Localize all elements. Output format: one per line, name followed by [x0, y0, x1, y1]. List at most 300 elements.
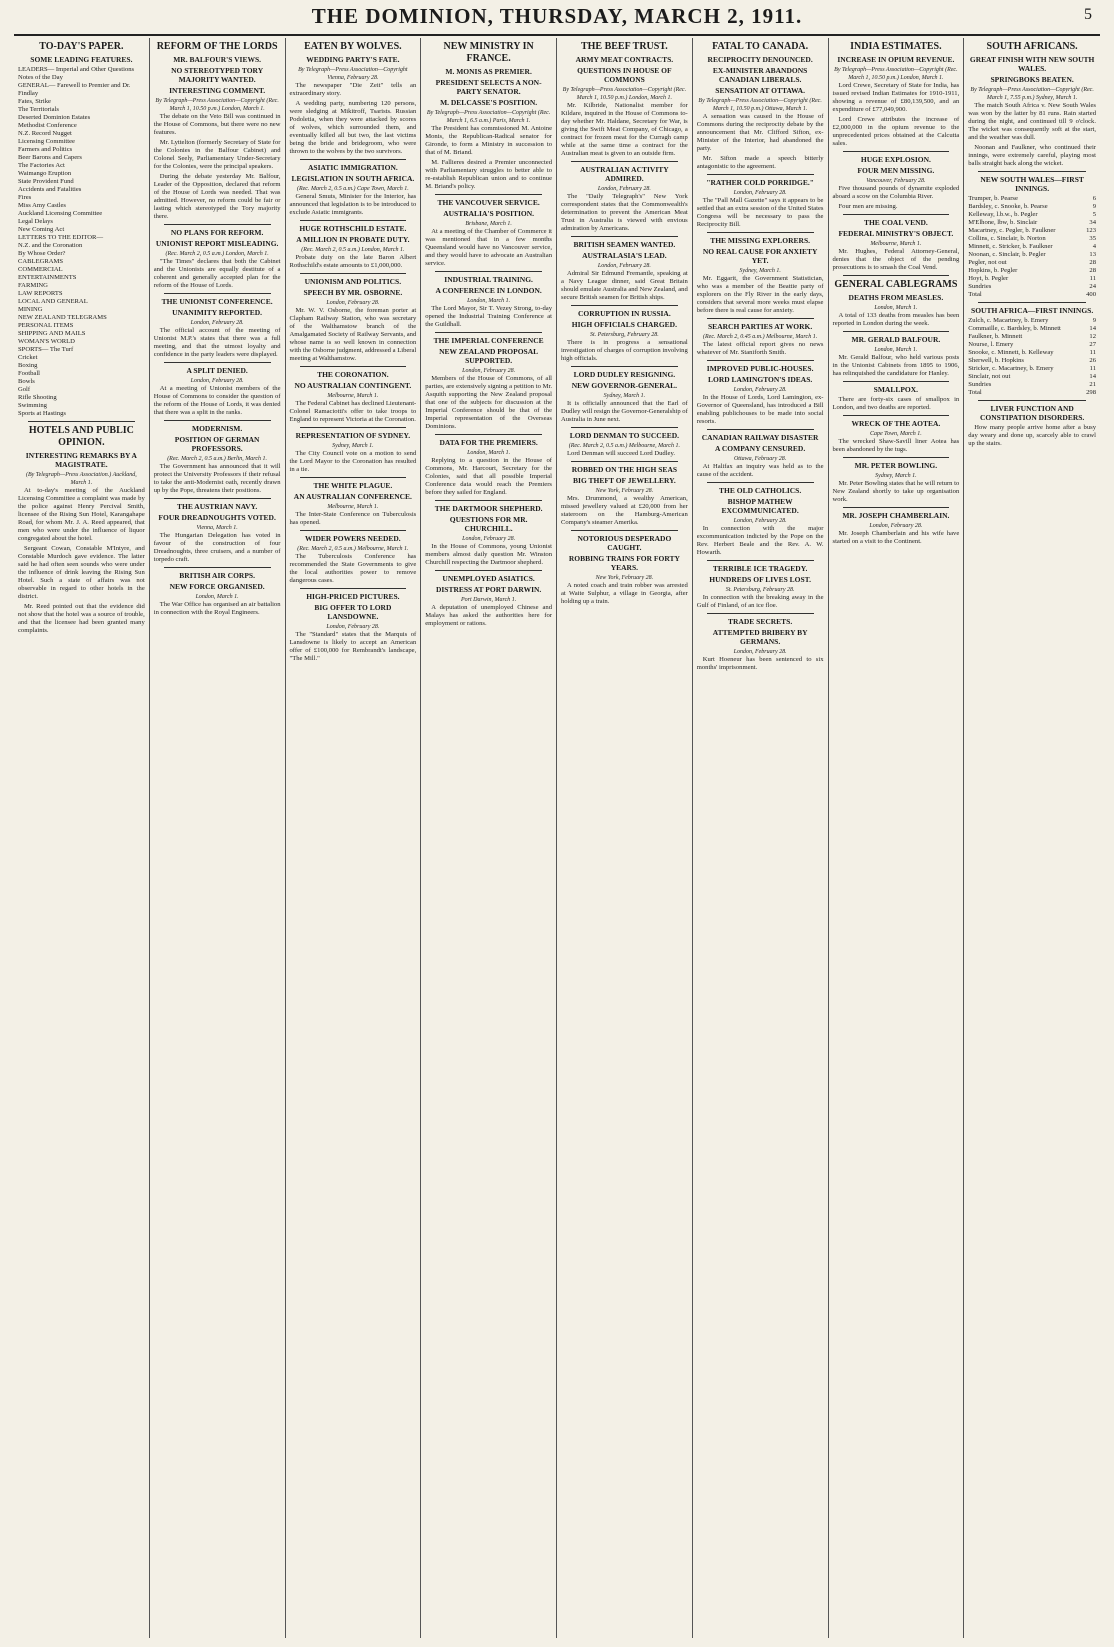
article — [154, 362, 281, 417]
contents-line: PERSONAL ITEMS — [18, 322, 74, 329]
article-paragraph: Five thousand pounds of dynamite exploded aboard a scow on the Columbia River. — [832, 185, 960, 200]
article-subheadline: INCREASE IN OPIUM REVENUE. — [837, 55, 955, 64]
runs: 35 — [1089, 235, 1096, 242]
article-paragraph: The Lord Mayor, Sir T. Vezey Strong, to-day opened the Industrial Training Conference at the Guildhall. — [425, 305, 552, 328]
scorecard-row — [968, 381, 1096, 389]
article-subheadline: THE COAL VEND. — [863, 218, 928, 227]
article-paragraph: The newspaper "Die Zeit" tells an extraordinary story. — [289, 82, 417, 97]
runs: 13 — [1089, 251, 1096, 258]
contents-line: LAW REPORTS — [18, 290, 63, 297]
batsman: Trumper, b. Pearse — [968, 195, 1018, 202]
article-dateline: St. Petersburg, February 28. — [725, 587, 795, 593]
contents-line: Accidents and Fatalities — [18, 186, 82, 193]
article-deck: NEW GOVERNOR-GENERAL. — [571, 381, 678, 390]
article-subheadline: DEATHS FROM MEASLES. — [848, 293, 944, 302]
article-deck: BIG OFFER TO LORD LANSDOWNE. — [314, 603, 392, 621]
article-dateline: London, February 28. — [597, 263, 651, 269]
article-dateline: Melbourne, March 1. — [327, 393, 379, 399]
article-subheadline: AUSTRALIAN ACTIVITY ADMIRED. — [580, 165, 669, 183]
scorecard-row — [968, 251, 1096, 259]
article-dateline: By Telegraph—Press Association—Copyright (Rec. March 1, 10.50 p.m.) London, March 1. — [834, 67, 958, 81]
article — [697, 41, 824, 171]
article-subheadline: MODERNISM. — [192, 424, 243, 433]
page-number: 5 — [1084, 6, 1092, 23]
contents-line: Deserted Dominion Estates — [18, 114, 91, 121]
article-dateline: Sydney, March 1. — [332, 443, 374, 449]
article-paragraph: Admiral Sir Edmund Fremantle, speaking at a Navy League dinner, said Great Britain should emulate Australia and New Zealand, and secure British seamen for British ships. — [561, 270, 688, 301]
article-subheadline: UNEMPLOYED ASIATICS. — [442, 574, 535, 583]
article-paragraph: Noonan and Faulkner, who continued their innings, were extremely careful, playing most balls straight back along the wicket. — [968, 144, 1096, 167]
article-deck: EX-MINISTER ABANDONS CANADIAN LIBERALS. — [712, 66, 808, 84]
article-deck: NO STEREOTYPED TORY MAJORITY WANTED. — [171, 66, 264, 84]
contents-line: Fates, Strike — [18, 98, 51, 105]
article-separator — [435, 570, 542, 571]
article-paragraph: The City Council vote on a motion to send the Lord Mayor to the Coronation has resulted in a tie. — [289, 450, 417, 473]
article-paragraph: There are forty-six cases of smallpox in London, and two deaths are reported. — [832, 396, 960, 411]
article-dateline: Brisbane, March 1. — [465, 221, 512, 227]
article-subheadline: BRITISH SEAMEN WANTED. — [573, 240, 676, 249]
scorecard-row — [968, 373, 1096, 381]
batsman: Sundries — [968, 381, 992, 388]
article-subheadline: CORRUPTION IN RUSSIA. — [578, 309, 671, 318]
article-separator — [164, 567, 271, 568]
article-separator — [978, 171, 1086, 172]
article-separator — [164, 224, 271, 225]
article-subheadline: SOME LEADING FEATURES. — [30, 55, 133, 64]
scorecard-row — [968, 195, 1096, 203]
article-deck: FEDERAL MINISTRY'S OBJECT. — [838, 229, 954, 238]
article-deck: ATTEMPTED BRIBERY BY GERMANS. — [712, 628, 808, 646]
article-paragraph: Mr. Lyttelton (formerly Secretary of State for the Colonies in the Balfour Cabinet) and Colonel Seely, Parliamentary Under-Secretary for the Colonies, were the principal speakers. — [153, 139, 281, 170]
article-paragraph: Lord Crewe attributes the increase of £2,000,000 in the opium revenue to the unprecedented prices obtained at the Calcutta sales. — [832, 116, 960, 147]
article-dateline: (Rec. March 2, 0.5 a.m.) Cape Town, March 1. — [296, 186, 409, 192]
article-dateline: (Rec. March 2, 0.5 a.m.) Berlin, March 1. — [167, 456, 268, 462]
contents-line: N.Z. Record Nugget — [18, 130, 72, 137]
page-columns — [14, 38, 1100, 1638]
article-paragraph: The Government has announced that it will protect the University Professors if their refusal to take the anti-Modernist oath, recently drawn up by the Pope, threatens their positions. — [153, 463, 281, 494]
article-dateline: London, March 1. — [467, 450, 511, 456]
article-dateline: London, February 28. — [190, 378, 244, 384]
article-separator — [435, 332, 542, 333]
column-3 — [286, 38, 422, 1638]
article-separator — [435, 194, 542, 195]
article-deck-2: INTERESTING COMMENT. — [169, 86, 266, 95]
article — [697, 560, 824, 610]
article-deck: PRESIDENT SELECTS A NON-PARTY SENATOR. — [435, 78, 542, 96]
article-paragraph: "The Times" declares that both the Cabinet and the Unionists are equally destitute of a coherent and generally accepted plan for the reform of the House of Lords. — [153, 258, 281, 289]
batsman: Snooke, c. Minnett, b. Kelleway — [968, 349, 1054, 356]
article-paragraph: Four men are missing. — [838, 203, 898, 210]
column-7 — [829, 38, 965, 1638]
article-deck: HUNDREDS OF LIVES LOST. — [709, 575, 811, 584]
contents-line: LETTERS TO THE EDITOR— — [18, 234, 104, 241]
article-subheadline: "RATHER COLD PORRIDGE." — [706, 178, 814, 187]
article — [425, 500, 552, 567]
article-subheadline: IMPROVED PUBLIC-HOUSES. — [706, 364, 814, 373]
column-6 — [693, 38, 829, 1638]
article-paragraph: Probate duty on the late Baron Albert Rothschild's estate amounts to £1,000,000. — [289, 254, 417, 269]
scorecard-row — [968, 259, 1096, 267]
article-deck: SPEECH BY MR. OSBORNE. — [303, 288, 403, 297]
article-separator — [843, 415, 950, 416]
article-deck: FOUR MEN MISSING. — [857, 166, 935, 175]
article-subheadline: INTERESTING REMARKS BY A MAGISTRATE. — [25, 451, 137, 469]
scorecard-row — [968, 389, 1096, 397]
article-paragraph: At Halifax an inquiry was held as to the cause of the accident. — [696, 463, 824, 478]
article — [290, 427, 417, 474]
runs: 6 — [1092, 195, 1096, 202]
runs: 14 — [1089, 325, 1096, 332]
column-4 — [421, 38, 557, 1638]
article-dateline: Sydney, March 1. — [603, 393, 646, 399]
article-separator — [300, 477, 407, 478]
article-paragraph: A noted coach and train robber was arrested at Waite Sulphur, a village in Georgia, after holding up a train. — [561, 582, 688, 605]
article-separator — [164, 293, 271, 294]
contents-line: COMMERCIAL — [18, 266, 63, 273]
article-separator — [571, 530, 678, 531]
article-separator — [28, 421, 135, 422]
article-paragraph: Mr. Eggarit, the Government Statistician, who was a member of the Beattie party of explorers on the Fly River in the early days, considers that several more weeks must elapse before there is real cause for anxiety. — [696, 275, 824, 314]
article-dateline: By Telegraph—Press Association—Copyright (Rec. March 1, 6.5 a.m.) Paris, March 1. — [426, 110, 551, 124]
article-subheadline: HUGE ROTHSCHILD ESTATE. — [299, 224, 407, 233]
article-subheadline: NEW SOUTH WALES—FIRST INNINGS. — [980, 175, 1084, 193]
article-paragraph: Lord Denman will succeed Lord Dudley. — [567, 450, 675, 457]
article — [697, 360, 824, 426]
article-separator — [164, 498, 271, 499]
runs: 27 — [1089, 341, 1096, 348]
article-deck: NEW ZEALAND PROPOSAL SUPPORTED. — [439, 347, 539, 365]
article — [290, 366, 417, 424]
article-paragraph: Lord Crewe, Secretary of State for India, has issued revised Indian Estimates for 1910-1911, showing a revenue of £80,139,500, and an expenditure of £77,049,900. — [832, 82, 960, 113]
article-subheadline: RECIPROCITY DENOUNCED. — [707, 55, 813, 64]
article-dateline: (By Telegraph—Press Association.) Auckland, March 1. — [25, 472, 137, 486]
article — [697, 613, 824, 672]
scorecard-row — [968, 267, 1096, 275]
article-separator — [843, 381, 950, 382]
article-subheadline: THE OLD CATHOLICS. — [719, 486, 802, 495]
masthead-rule — [14, 34, 1100, 36]
article-subheadline: ARMY MEAT CONTRACTS. — [575, 55, 674, 64]
article-subheadline: NO PLANS FOR REFORM. — [170, 228, 264, 237]
contents-line: New Coming Act — [18, 226, 65, 233]
article-paragraph: A total of 133 deaths from measles has been reported in London during the week. — [832, 312, 960, 327]
contents-line: Golf — [18, 386, 31, 393]
scorecard-row — [968, 275, 1096, 283]
runs: 28 — [1089, 259, 1096, 266]
article-subheadline: M. MONIS AS PREMIER. — [445, 67, 532, 76]
article-separator — [300, 427, 407, 428]
batsman: Commaille, c. Bardsley, b. Minnett — [968, 325, 1061, 332]
article-paragraph: During the debate yesterday Mr. Balfour, Leader of the Opposition, declared that reform of the House of Lords was needed. That was admitted. However, no reform could be fair or lasting which stereotyped the Tory majority there. — [153, 173, 281, 220]
article-paragraph: In the House of Lords, Lord Lamington, ex-Governor of Queensland, has introduced a Bill enabling publichouses to be made into social resorts. — [696, 394, 824, 425]
article — [425, 194, 552, 268]
article-subheadline: SOUTH AFRICA—FIRST INNINGS. — [971, 306, 1094, 315]
scorecard-row — [968, 219, 1096, 227]
article — [425, 41, 552, 191]
article — [154, 41, 281, 221]
article-dateline: London, March 1. — [874, 347, 918, 353]
batsman: Minnett, c. Stricker, b. Faulkner — [968, 243, 1053, 250]
scorecard-row — [968, 283, 1096, 291]
article-paragraph: Mr. Joseph Chamberlain and his wife have started on a visit to the Continent. — [832, 530, 960, 545]
article-subheadline: LORD DENMAN TO SUCCEED. — [569, 431, 680, 440]
contents-line: Legal Delays — [18, 218, 53, 225]
scorecard-row — [968, 341, 1096, 349]
article-paragraph: Kurt Hoeneur has been sentenced to six months' imprisonment. — [696, 656, 824, 671]
article-paragraph: Mr. Sifton made a speech bitterly antagonistic to the agreement. — [696, 155, 824, 170]
batsman: M'Elhone, lbw, b. Sinclair — [968, 219, 1038, 226]
article — [968, 171, 1096, 299]
contents-line: Farmers and Politics — [18, 146, 73, 153]
article-deck: NEW FORCE ORGANISED. — [169, 582, 265, 591]
article-subheadline: BRITISH AIR CORPS. — [179, 571, 255, 580]
article-deck: POSITION OF GERMAN PROFESSORS. — [174, 435, 260, 453]
batsman: Total — [968, 389, 982, 396]
article — [154, 224, 281, 290]
scorecard-row — [968, 357, 1096, 365]
article — [697, 429, 824, 479]
article-paragraph: The "Daily Telegraph's" New York correspondent states that the Commonwealth's determination to prevent the American Meat Trust in Australia is viewed with envious admiration by Americans. — [561, 193, 688, 232]
article-subheadline: TERRIBLE ICE TRAGEDY. — [712, 564, 808, 573]
article — [968, 400, 1096, 448]
article-paragraph: Mr. Gerald Balfour, who held various posts in the Unionist Cabinets from 1895 to 1906, has relinquished the candidature for Hanley. — [832, 354, 960, 377]
article-dateline: By Telegraph—Press Association—Copyright (Rec. March 1, 7.55 p.m.) Sydney, March 1. — [970, 87, 1094, 101]
article-paragraph: A sensation was caused in the House of Commons during the reciprocity debate by the announcement that Mr. Clifford Sifton, ex-Minister of the Interior, had abandoned the party. — [696, 113, 824, 152]
article-deck: LORD LAMINGTON'S IDEAS. — [707, 375, 813, 384]
article-dateline: By Telegraph—Press Association—Copyright Vienna, February 28. — [298, 67, 408, 81]
article-separator — [571, 366, 678, 367]
article-subheadline: ASIATIC IMMIGRATION. — [308, 163, 398, 172]
scorecard-row — [968, 227, 1096, 235]
article-dateline: London, February 28. — [733, 649, 787, 655]
article-paragraph: A deputation of unemployed Chinese and Malays has asked the authorities here for employment or rations. — [425, 604, 552, 627]
article-paragraph: The "Pall Mall Gazette" says it appears to be settled that an extra session of the United States Congress will be necessary to pass the Reciprocity Bill. — [696, 197, 824, 228]
article-separator — [978, 302, 1086, 303]
article-subheadline: NOTORIOUS DESPERADO CAUGHT. — [577, 534, 672, 552]
article-deck-2: SENSATION AT OTTAWA. — [715, 86, 805, 95]
article-deck: LEGISLATION IN SOUTH AFRICA. — [291, 174, 415, 183]
article-dateline: Ottawa, February 28. — [733, 456, 787, 462]
contents-line: The Factories Act — [18, 162, 65, 169]
article-dateline: London, March 1. — [874, 305, 918, 311]
article-paragraph: M. Fallieres desired a Premier unconnected with Parliamentary struggles to better able to re-establish Republican union and to continue M. Briand's policy. — [425, 159, 552, 190]
article-subheadline: REPRESENTATION OF SYDNEY. — [295, 431, 411, 440]
article-separator — [571, 427, 678, 428]
article-subheadline: THE VANCOUVER SERVICE. — [437, 198, 540, 207]
article-paragraph: The official account of the meeting of Unionist M.P.'s states that there was a full meeting, and that the utmost loyalty and confidence in the party leaders were displayed. — [153, 327, 281, 358]
runs: 298 — [1086, 389, 1096, 396]
article-subheadline: SEARCH PARTIES AT WORK. — [708, 322, 813, 331]
article-subheadline: HUGE EXPLOSION. — [860, 155, 931, 164]
article-dateline: Sydney, March 1. — [739, 268, 781, 274]
contents-line: Rifle Shooting — [18, 394, 57, 401]
scorecard-row — [968, 317, 1096, 325]
article-dateline: London, March 1. — [467, 298, 511, 304]
article — [833, 275, 960, 328]
article — [154, 293, 281, 359]
article-paragraph: A wedding party, numbering 120 persons, were sledging at Mikitroff, Tsarists. Russian Podoletia, when they were attacked by scores of wolves, which surrounded them, and eventually killed all but two, the last victims being the bride and bridegroom, who were thrown to the wolves by the two survivors. — [289, 100, 417, 155]
article-paragraph: The Federal Cabinet has declined Lieutenant-Colonel Ramaciotti's offer to take troops to England to represent Victoria at the Coronation. — [289, 400, 417, 423]
article-dateline: London, February 28. — [597, 186, 651, 192]
article-subheadline: UNIONISM AND POLITICS. — [304, 277, 402, 286]
contents-line: By Whose Order? — [18, 250, 66, 257]
article-deck: A MILLION IN PROBATE DUTY. — [296, 235, 410, 244]
article-dateline: London, February 28. — [462, 536, 516, 542]
contents-line: GENERAL— Farewell to Premier and Dr. Findlay — [18, 82, 131, 97]
article — [833, 415, 960, 454]
runs: 5 — [1092, 211, 1096, 218]
article — [561, 305, 688, 363]
article-subheadline: MR. PETER BOWLING. — [854, 461, 938, 470]
contents-line: Methodist Conference — [18, 122, 77, 129]
runs: 400 — [1086, 291, 1096, 298]
article — [968, 41, 1096, 168]
article-subheadline: SMALLPOX. — [873, 385, 919, 394]
article-headline: REFORM OF THE LORDS — [156, 41, 278, 52]
column-2 — [150, 38, 286, 1638]
article-dateline: London, March 1. — [195, 594, 239, 600]
article-paragraph: In the House of Commons, young Unionist members almost daily question Mr. Winston Churchill respecting the Dartmoor shepherd. — [425, 543, 552, 566]
article — [833, 381, 960, 412]
article — [833, 507, 960, 546]
article-separator — [571, 461, 678, 462]
article-paragraph: At to-day's meeting of the Auckland Licensing Committee a complaint was made by the police against Henry Percival Smith, licensee of the Rising Sun Hotel, Karangahape Road, for whom Mr. J. A. Reed appeared, that men who were under the influence of liquor congregated about the hotel. — [18, 487, 145, 542]
article — [697, 174, 824, 229]
batsman: Hoyt, b. Pegler — [968, 275, 1009, 282]
article-paragraph: The wrecked Shaw-Savill liner Aotea has been abandoned by the tugs. — [832, 438, 960, 453]
article-dateline: Melbourne, March 1. — [327, 504, 379, 510]
contents-line: Cricket — [18, 354, 38, 361]
article — [697, 482, 824, 557]
article-dateline: London, February 28. — [733, 387, 787, 393]
article-subheadline: THE MISSING EXPLORERS. — [710, 236, 811, 245]
runs: 14 — [1089, 373, 1096, 380]
article — [425, 570, 552, 628]
contents-line: Licensing Committee — [18, 138, 75, 145]
article-subheadline: MR. BALFOUR'S VIEWS. — [173, 55, 262, 64]
article-subheadline: WIDER POWERS NEEDED. — [305, 534, 401, 543]
article-paragraph: At a meeting of Unionist members of the House of Commons to consider the question of the reform of the House of Lords, it was denied that there was a split in the ranks. — [153, 385, 281, 416]
article-dateline: London, February 28. — [869, 523, 923, 529]
contents-line: ENTERTAINMENTS — [18, 274, 77, 281]
article-separator — [164, 362, 271, 363]
batsman: Zulch, c. Macartney, b. Emery — [968, 317, 1049, 324]
contents-line: Sports at Hastings — [18, 410, 66, 417]
scorecard-row — [968, 243, 1096, 251]
scorecard-row — [968, 325, 1096, 333]
article-paragraph: Replying to a question in the House of Commons, Mr. Harcourt, Secretary for the Colonies, said that all possible Imperial Conference data would reach the Premiers before they sailed for England. — [425, 457, 552, 496]
runs: 24 — [1089, 283, 1096, 290]
article-dateline: London, February 28. — [733, 190, 787, 196]
scorecard-row — [968, 291, 1096, 299]
batsman: Kelleway, l.b.w., b. Pegler — [968, 211, 1038, 218]
article — [561, 161, 688, 233]
runs: 11 — [1089, 275, 1096, 282]
article-separator — [164, 420, 271, 421]
article-separator — [707, 429, 814, 430]
article-subheadline: MR. GERALD BALFOUR. — [851, 335, 941, 344]
article-dateline: St. Petersburg, February 28. — [589, 332, 659, 338]
article-dateline: (Rec. March 2, 0.5 a.m.) London, March 1. — [165, 251, 269, 257]
runs: 9 — [1092, 203, 1096, 210]
article-subheadline: THE AUSTRIAN NAVY. — [177, 502, 258, 511]
article-subheadline: THE UNIONIST CONFERENCE. — [161, 297, 273, 306]
article-headline: SOUTH AFRICANS. — [986, 41, 1078, 52]
article-subheadline: ROBBED ON THE HIGH SEAS — [571, 465, 678, 474]
masthead — [0, 0, 1114, 34]
article-headline: EATEN BY WOLVES. — [304, 41, 402, 52]
article-subheadline: INDUSTRIAL TRAINING. — [444, 275, 533, 284]
article-paragraph: There is in progress a sensational investigation of charges of corruption involving high officials. — [561, 339, 688, 362]
column-5 — [557, 38, 693, 1638]
article-separator — [843, 507, 950, 508]
contents-line: SHIPPING AND MAILS — [18, 330, 86, 337]
batsman: Nourse, l. Emery — [968, 341, 1014, 348]
article-separator — [843, 331, 950, 332]
article-separator — [435, 271, 542, 272]
article — [18, 421, 145, 635]
article-separator — [300, 159, 407, 160]
contents-line: MINING — [18, 306, 43, 313]
article-paragraph: Members of the House of Commons, of all parties, are extensively signing a petition to Mr. Asquith supporting the New Zealand proposal that one of the subjects for discussion at the Imperial Conference should be that of the Imperial representation of the Overseas Dominions. — [425, 375, 552, 430]
article-dateline: Sydney, March 1. — [875, 473, 917, 479]
contents-line: Notes of the Day — [18, 74, 63, 81]
article-headline: HOTELS AND PUBLIC OPINION. — [28, 425, 134, 448]
article-deck: UNIONIST REPORT MISLEADING. — [155, 239, 279, 248]
article-deck: BIG THEFT OF JEWELLERY. — [573, 476, 676, 485]
article-dateline: (Rec. March 2, 0.5 a.m.) Melbourne, March 1. — [568, 443, 680, 449]
article-separator — [843, 151, 950, 152]
article — [833, 214, 960, 272]
article-subheadline: THE CORONATION. — [317, 370, 389, 379]
article — [290, 588, 417, 663]
article-dateline: Vancouver, February 28. — [866, 178, 926, 184]
article-deck: A CONFERENCE IN LONDON. — [435, 286, 542, 295]
article — [154, 567, 281, 617]
article-separator — [843, 275, 950, 276]
batsman: Bardsley, c. Snooke, b. Pearse — [968, 203, 1048, 210]
article-dateline: Cape Town, March 1. — [870, 431, 922, 437]
batsman: Collins, c. Sinclair, b. Norton — [968, 235, 1046, 242]
article-deck: HIGH OFFICIALS CHARGED. — [571, 320, 677, 329]
contents-line: Swimming — [18, 402, 47, 409]
article — [968, 302, 1096, 397]
contents-line: Beer Barons and Capers — [18, 154, 82, 161]
article-subheadline: DATA FOR THE PREMIERS. — [439, 438, 538, 447]
article-headline: THE BEEF TRUST. — [580, 41, 668, 52]
article — [561, 427, 688, 458]
article-deck: DISTRESS AT PORT DARWIN. — [435, 585, 542, 594]
contents-line: LEADERS— Imperial and Other Questions — [18, 66, 135, 73]
article-deck: AUSTRALASIA'S LEAD. — [582, 251, 667, 260]
article-dateline: Melbourne, March 1. — [870, 241, 922, 247]
article-dateline: London, February 28. — [326, 624, 380, 630]
article-separator — [571, 236, 678, 237]
article-dateline: (Rec. March 2, 0.5 a.m.) Melbourne, March 1. — [297, 546, 409, 552]
article-paragraph: Mr. W. V. Osborne, the foreman porter at Clapham Railway Station, who was secretary of the Walthamstow branch of the Amalgamated Society of Railway Servants, and whose name is so well known in connection with the Osborne judgment, addressed a Liberal meeting at Walthamstow. — [289, 307, 417, 362]
article-separator — [843, 214, 950, 215]
contents-line: Football — [18, 370, 40, 377]
contents-line: The Territorials — [18, 106, 59, 113]
article-subheadline: LIVER FUNCTION AND CONSTIPATION DISORDERS. — [979, 404, 1085, 422]
contents-line: CABLEGRAMS — [18, 258, 64, 265]
contents-line: LOCAL AND GENERAL — [18, 298, 88, 305]
contents-line: N.Z. and the Coronation — [18, 242, 83, 249]
article-deck: NO REAL CAUSE FOR ANXIETY YET. — [702, 247, 818, 265]
article-paragraph: The match South Africa v. New South Wales was won by the latter by 81 runs. Rain started during the night, and continued till 9 o'clock. The wicket was consequently soft at the start, and the weather was dull. — [968, 102, 1096, 141]
article-subheadline: WRECK OF THE AOTEA. — [851, 419, 941, 428]
runs: 21 — [1089, 381, 1096, 388]
